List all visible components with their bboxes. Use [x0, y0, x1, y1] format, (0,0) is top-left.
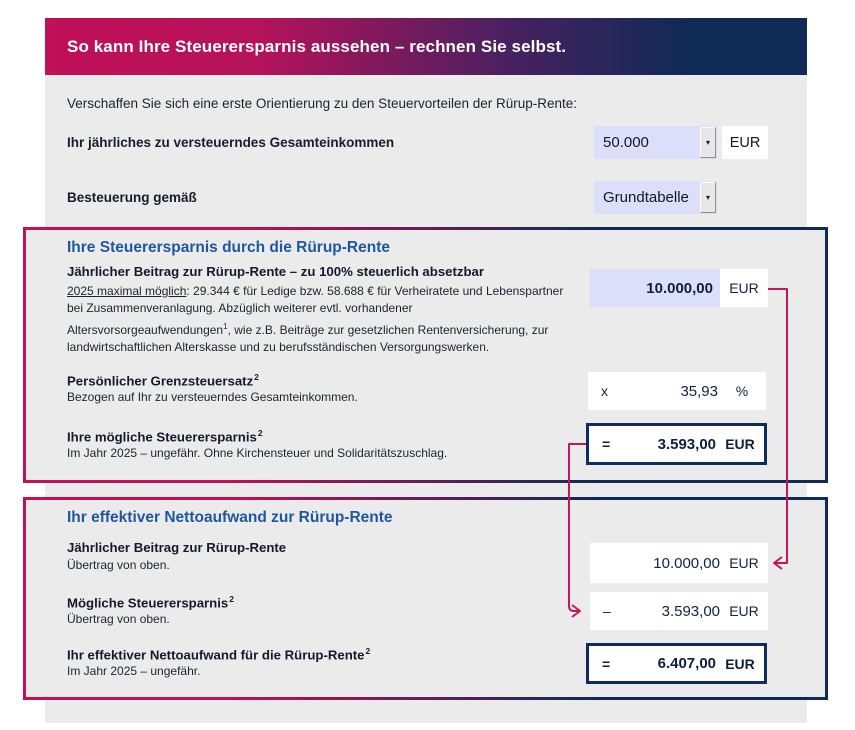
- income-value: 50.000: [603, 134, 649, 151]
- b2-contribution-value-box: [590, 543, 768, 583]
- footnote-2-marker: 2: [257, 428, 263, 438]
- page-title: So kann Ihre Steuerersparnis aussehen – rechnen Sie selbst.: [67, 36, 567, 56]
- contribution-input-box: [590, 269, 768, 307]
- taxrate-label: Persönlicher Grenzsteuersatz$^2$: [67, 372, 259, 389]
- equals-operator: =: [602, 436, 611, 452]
- b2-contribution-value: 10.000,00: [653, 554, 720, 572]
- net-label: Ihr effektiver Nettoaufwand für die Rürup-Rente$^2$: [67, 646, 371, 663]
- header-bar: [45, 18, 807, 75]
- b2-contribution-unit-label: EUR: [729, 555, 759, 571]
- income-unit-label: EUR: [729, 134, 761, 151]
- savings-result-box: [586, 423, 767, 465]
- taxrate-value-box: [588, 372, 766, 410]
- savings-unit-label: EUR: [725, 436, 755, 452]
- taxation-value: Grundtabelle: [603, 189, 689, 206]
- box1-heading: Ihre Steuerersparnis durch die Rürup-Rente: [67, 239, 390, 256]
- multiply-operator: x: [601, 383, 608, 399]
- footnote-1-marker: 1: [223, 321, 228, 331]
- income-unit-box: [722, 126, 768, 159]
- savings-sublabel: Im Jahr 2025 – ungefähr. Ohne Kirchensteuer und Solidaritätszuschlag.: [67, 446, 448, 460]
- b2-savings-label: Mögliche Steuerersparnis$^2$: [67, 594, 234, 611]
- intro-text: Verschaffen Sie sich eine erste Orientierung zu den Steuervorteilen der Rürup-Rente:: [67, 96, 578, 111]
- note-underlined: 2025 maximal möglich: [67, 284, 187, 298]
- taxation-dropdown-button[interactable]: [700, 182, 716, 213]
- net-value: 6.407,00: [657, 655, 716, 672]
- net-sublabel: Im Jahr 2025 – ungefähr.: [67, 664, 201, 678]
- b2-contribution-sublabel: Übertrag von oben.: [67, 558, 170, 572]
- contribution-unit-label: EUR: [729, 280, 759, 296]
- footnote-2-marker: 2: [229, 594, 234, 604]
- income-select[interactable]: [594, 126, 717, 159]
- contribution-value: 10.000,00: [646, 279, 713, 297]
- note-part1: : 29.344 € für Ledige bzw. 58.688 € für Verheiratete und Lebenspartner bei Zusammenveranlagung. Abzüglich weiterer evtl. vorhandener Altersvorsorgeaufwendungen: [67, 284, 564, 337]
- footnote-2-marker: 2: [365, 646, 371, 656]
- b2-savings-value: 3.593,00: [661, 602, 720, 620]
- savings-value: 3.593,00: [657, 435, 716, 453]
- note-part2: , wie z.B. Beiträge zur gesetzlichen Rentenversicherung, zur landwirtschaftlichen Alterskasse und zu berufsständischen Versorgungswerken.: [67, 322, 549, 355]
- taxation-select[interactable]: [594, 181, 717, 214]
- chevron-down-icon: ▾: [705, 193, 710, 202]
- contribution-note: [67, 283, 569, 357]
- taxrate-sublabel: Bezogen auf Ihr zu versteuerndes Gesamteinkommen.: [67, 390, 358, 404]
- chevron-down-icon: ▾: [705, 138, 710, 147]
- taxrate-value: 35,93: [680, 382, 718, 400]
- taxation-label: Besteuerung gemäß: [67, 190, 197, 205]
- net-unit-label: EUR: [725, 655, 755, 672]
- b2-savings-unit-label: EUR: [729, 603, 759, 619]
- box2-heading: Ihr effektiver Nettoaufwand zur Rürup-Rente: [67, 509, 393, 526]
- contribution-label: Jährlicher Beitrag zur Rürup-Rente – zu 100% steuerlich absetzbar: [67, 264, 484, 279]
- income-label: Ihr jährliches zu versteuerndes Gesamteinkommen: [67, 135, 395, 150]
- minus-operator: –: [603, 603, 611, 619]
- footnote-2-marker: 2: [254, 372, 259, 382]
- contribution-input[interactable]: [590, 269, 720, 307]
- b2-savings-sublabel: Übertrag von oben.: [67, 612, 170, 626]
- b2-savings-value-box: [590, 592, 768, 630]
- savings-label: Ihre mögliche Steuerersparnis$^2$: [67, 428, 263, 445]
- income-dropdown-button[interactable]: [700, 127, 716, 158]
- percent-unit-label: %: [735, 383, 749, 399]
- b2-contribution-label: Jährlicher Beitrag zur Rürup-Rente: [67, 540, 287, 555]
- net-result-box: [586, 643, 767, 684]
- equals-operator: =: [602, 655, 611, 672]
